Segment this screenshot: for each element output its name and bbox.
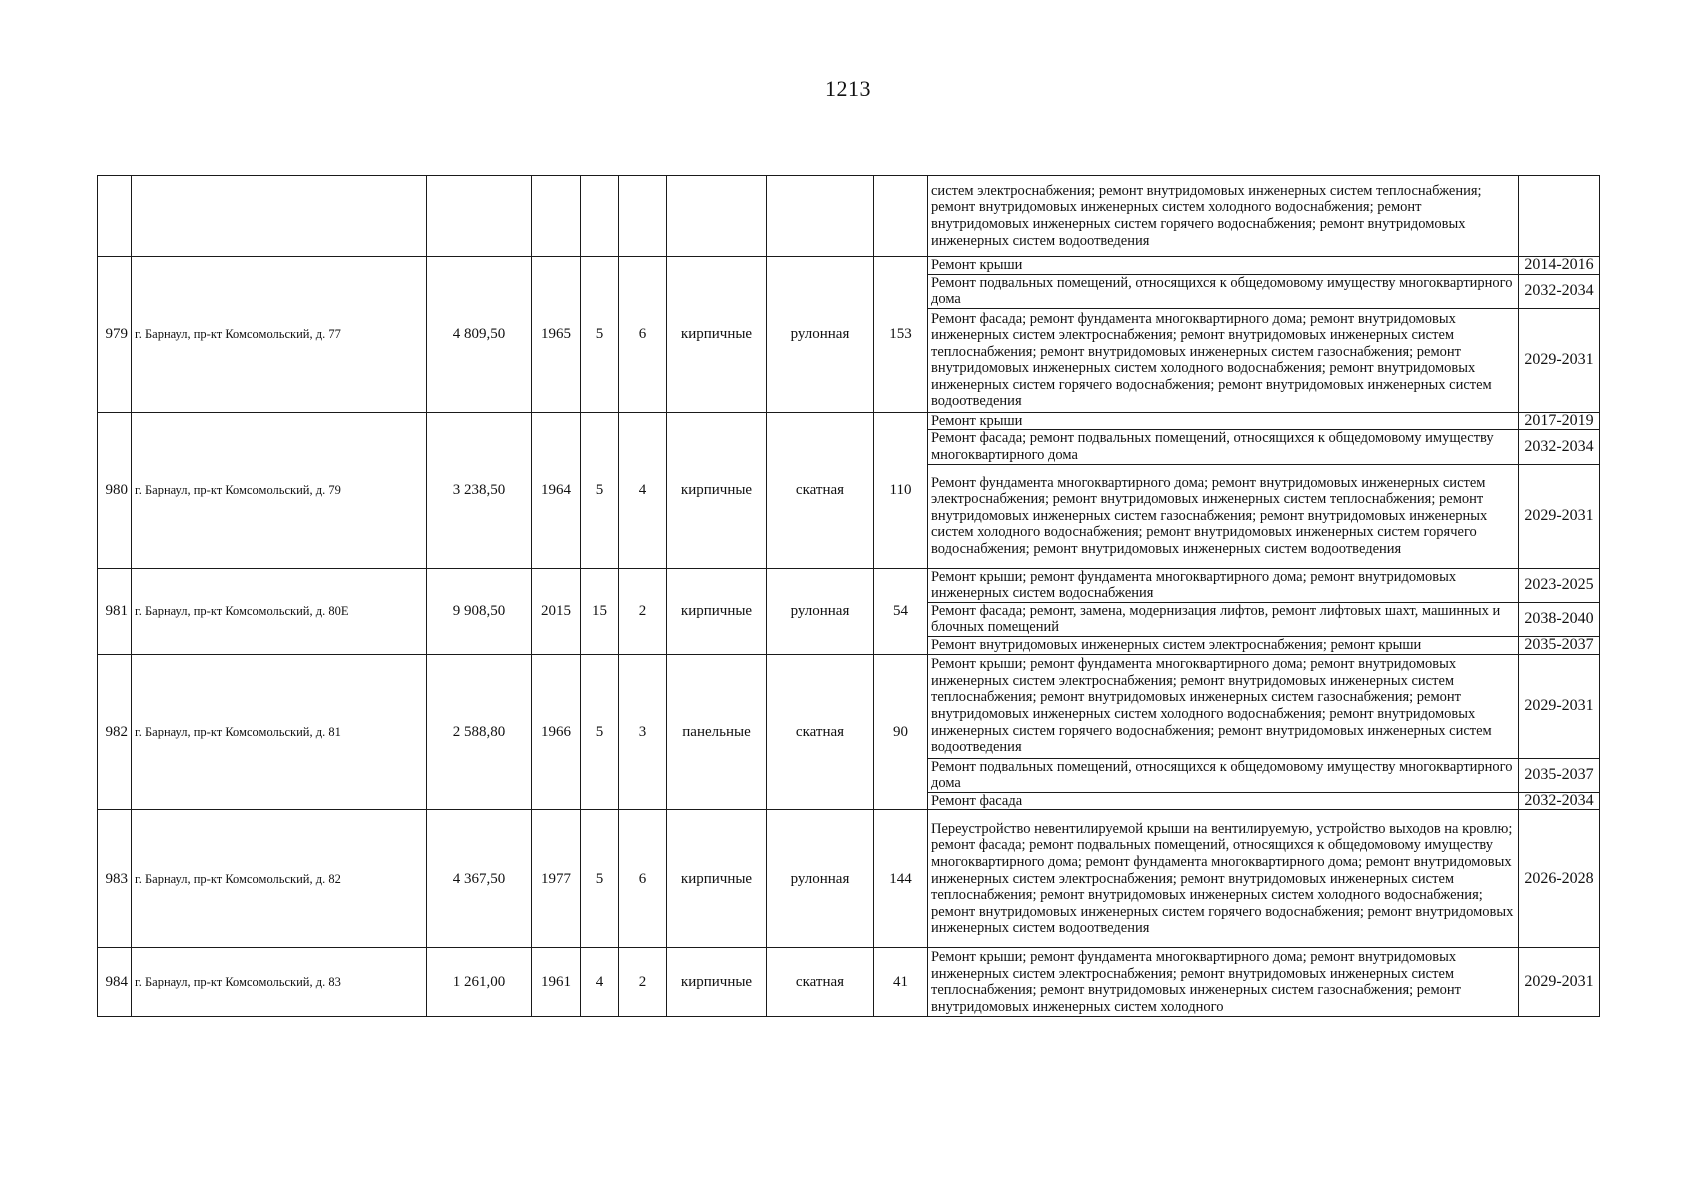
building-area: 4 367,50 [427, 810, 532, 948]
building-floors: 5 [581, 257, 619, 413]
building-address: г. Барнаул, пр-кт Комсомольский, д. 83 [132, 948, 427, 1017]
building-address: г. Барнаул, пр-кт Комсомольский, д. 80Е [132, 568, 427, 654]
building-entrances: 4 [619, 412, 667, 568]
work-description: Ремонт крыши; ремонт фундамента многоквартирного дома; ремонт внутридомовых инженерных систем электроснабжения; ремонт внутридомовых инженерных систем теплоснабжения; ремонт внутридомовых инженерных систем газоснабжения; ремонт внутридомовых инженерных систем холодного водоснабжения; ремонт внутридомовых инженерных систем горячего водоснабжения; ремонт внутридомовых инженерных систем водоотведения [928, 654, 1519, 758]
building-walls: кирпичные [667, 412, 767, 568]
building-residents: 110 [874, 412, 928, 568]
table-row [98, 257, 1600, 275]
work-description: систем электроснабжения; ремонт внутридомовых инженерных систем теплоснабжения; ремонт внутридомовых инженерных систем холодного водоснабжения; ремонт внутридомовых инженерных систем горячего водоснабжения; ремонт внутридомовых инженерных систем водоотведения [928, 176, 1519, 257]
building-year: 1965 [532, 257, 581, 413]
work-period: 2035-2037 [1519, 636, 1600, 654]
buildings-table [97, 175, 1600, 1017]
page-number: 1213 [825, 76, 871, 101]
work-period: 2038-2040 [1519, 602, 1600, 636]
empty-cell [98, 176, 132, 257]
building-residents: 41 [874, 948, 928, 1017]
table-row [98, 948, 1600, 1017]
work-description: Ремонт крыши [928, 257, 1519, 275]
building-area: 2 588,80 [427, 654, 532, 810]
building-roof: скатная [767, 412, 874, 568]
building-roof: скатная [767, 654, 874, 810]
building-number: 979 [98, 257, 132, 413]
empty-cell [874, 176, 928, 257]
work-description: Ремонт фасада; ремонт фундамента многоквартирного дома; ремонт внутридомовых инженерных систем электроснабжения; ремонт внутридомовых инженерных систем теплоснабжения; ремонт внутридомовых инженерных систем газоснабжения; ремонт внутридомовых инженерных систем холодного водоснабжения; ремонт внутридомовых инженерных систем горячего водоснабжения; ремонт внутридомовых инженерных систем водоотведения [928, 308, 1519, 412]
work-period: 2026-2028 [1519, 810, 1600, 948]
building-floors: 5 [581, 412, 619, 568]
work-period: 2029-2031 [1519, 654, 1600, 758]
work-description: Переустройство невентилируемой крыши на вентилируемую, устройство выходов на кровлю; ремонт фасада; ремонт подвальных помещений, относящихся к общедомовому имуществу многоквартирного дома; ремонт фундамента многоквартирного дома; ремонт внутридомовых инженерных систем электроснабжения; ремонт внутридомовых инженерных систем теплоснабжения; ремонт внутридомовых инженерных систем холодного водоснабжения; ремонт внутридомовых инженерных систем горячего водоснабжения; ремонт внутридомовых инженерных систем водоотведения [928, 810, 1519, 948]
building-roof: скатная [767, 948, 874, 1017]
building-address: г. Барнаул, пр-кт Комсомольский, д. 81 [132, 654, 427, 810]
building-entrances: 3 [619, 654, 667, 810]
building-walls: кирпичные [667, 568, 767, 654]
work-description: Ремонт крыши; ремонт фундамента многоквартирного дома; ремонт внутридомовых инженерных систем электроснабжения; ремонт внутридомовых инженерных систем теплоснабжения; ремонт внутридомовых инженерных систем газоснабжения; ремонт внутридомовых инженерных систем холодного [928, 948, 1519, 1017]
building-walls: панельные [667, 654, 767, 810]
work-period: 2014-2016 [1519, 257, 1600, 275]
building-area: 1 261,00 [427, 948, 532, 1017]
work-period: 2035-2037 [1519, 758, 1600, 792]
table-body [98, 176, 1600, 1017]
building-walls: кирпичные [667, 948, 767, 1017]
building-floors: 15 [581, 568, 619, 654]
work-description: Ремонт крыши [928, 412, 1519, 430]
building-area: 9 908,50 [427, 568, 532, 654]
work-period: 2029-2031 [1519, 948, 1600, 1017]
building-residents: 90 [874, 654, 928, 810]
table-row [98, 568, 1600, 602]
building-number: 984 [98, 948, 132, 1017]
building-number: 980 [98, 412, 132, 568]
work-period: 2017-2019 [1519, 412, 1600, 430]
empty-cell [132, 176, 427, 257]
building-entrances: 2 [619, 568, 667, 654]
work-period [1519, 176, 1600, 257]
building-entrances: 2 [619, 948, 667, 1017]
building-year: 1961 [532, 948, 581, 1017]
work-description: Ремонт внутридомовых инженерных систем электроснабжения; ремонт крыши [928, 636, 1519, 654]
building-number: 982 [98, 654, 132, 810]
building-address: г. Барнаул, пр-кт Комсомольский, д. 77 [132, 257, 427, 413]
carry-over-row [98, 176, 1600, 257]
empty-cell [767, 176, 874, 257]
empty-cell [581, 176, 619, 257]
building-walls: кирпичные [667, 257, 767, 413]
table-row [98, 810, 1600, 948]
building-entrances: 6 [619, 810, 667, 948]
building-floors: 5 [581, 654, 619, 810]
work-description: Ремонт фундамента многоквартирного дома; ремонт внутридомовых инженерных систем электроснабжения; ремонт внутридомовых инженерных систем теплоснабжения; ремонт внутридомовых инженерных систем газоснабжения; ремонт внутридомовых инженерных систем холодного водоснабжения; ремонт внутридомовых инженерных систем горячего водоснабжения; ремонт внутридомовых инженерных систем водоотведения [928, 464, 1519, 568]
empty-cell [532, 176, 581, 257]
work-description: Ремонт фасада; ремонт подвальных помещений, относящихся к общедомовому имуществу многоквартирного дома [928, 430, 1519, 464]
building-residents: 54 [874, 568, 928, 654]
building-number: 983 [98, 810, 132, 948]
building-floors: 4 [581, 948, 619, 1017]
empty-cell [427, 176, 532, 257]
table-row [98, 654, 1600, 758]
table-row [98, 412, 1600, 430]
building-year: 1964 [532, 412, 581, 568]
work-description: Ремонт фасада; ремонт, замена, модернизация лифтов, ремонт лифтовых шахт, машинных и блочных помещений [928, 602, 1519, 636]
building-year: 1966 [532, 654, 581, 810]
building-area: 4 809,50 [427, 257, 532, 413]
building-roof: рулонная [767, 568, 874, 654]
building-address: г. Барнаул, пр-кт Комсомольский, д. 79 [132, 412, 427, 568]
work-description: Ремонт крыши; ремонт фундамента многоквартирного дома; ремонт внутридомовых инженерных систем водоснабжения [928, 568, 1519, 602]
building-year: 2015 [532, 568, 581, 654]
building-roof: рулонная [767, 810, 874, 948]
building-floors: 5 [581, 810, 619, 948]
building-roof: рулонная [767, 257, 874, 413]
work-period: 2032-2034 [1519, 792, 1600, 810]
building-entrances: 6 [619, 257, 667, 413]
building-residents: 153 [874, 257, 928, 413]
work-period: 2029-2031 [1519, 308, 1600, 412]
building-area: 3 238,50 [427, 412, 532, 568]
work-period: 2023-2025 [1519, 568, 1600, 602]
work-description: Ремонт фасада [928, 792, 1519, 810]
work-period: 2032-2034 [1519, 274, 1600, 308]
building-walls: кирпичные [667, 810, 767, 948]
empty-cell [667, 176, 767, 257]
building-number: 981 [98, 568, 132, 654]
work-period: 2032-2034 [1519, 430, 1600, 464]
work-description: Ремонт подвальных помещений, относящихся к общедомовому имуществу многоквартирного дома [928, 758, 1519, 792]
building-residents: 144 [874, 810, 928, 948]
work-description: Ремонт подвальных помещений, относящихся к общедомовому имуществу многоквартирного дома [928, 274, 1519, 308]
building-year: 1977 [532, 810, 581, 948]
building-address: г. Барнаул, пр-кт Комсомольский, д. 82 [132, 810, 427, 948]
empty-cell [619, 176, 667, 257]
work-period: 2029-2031 [1519, 464, 1600, 568]
